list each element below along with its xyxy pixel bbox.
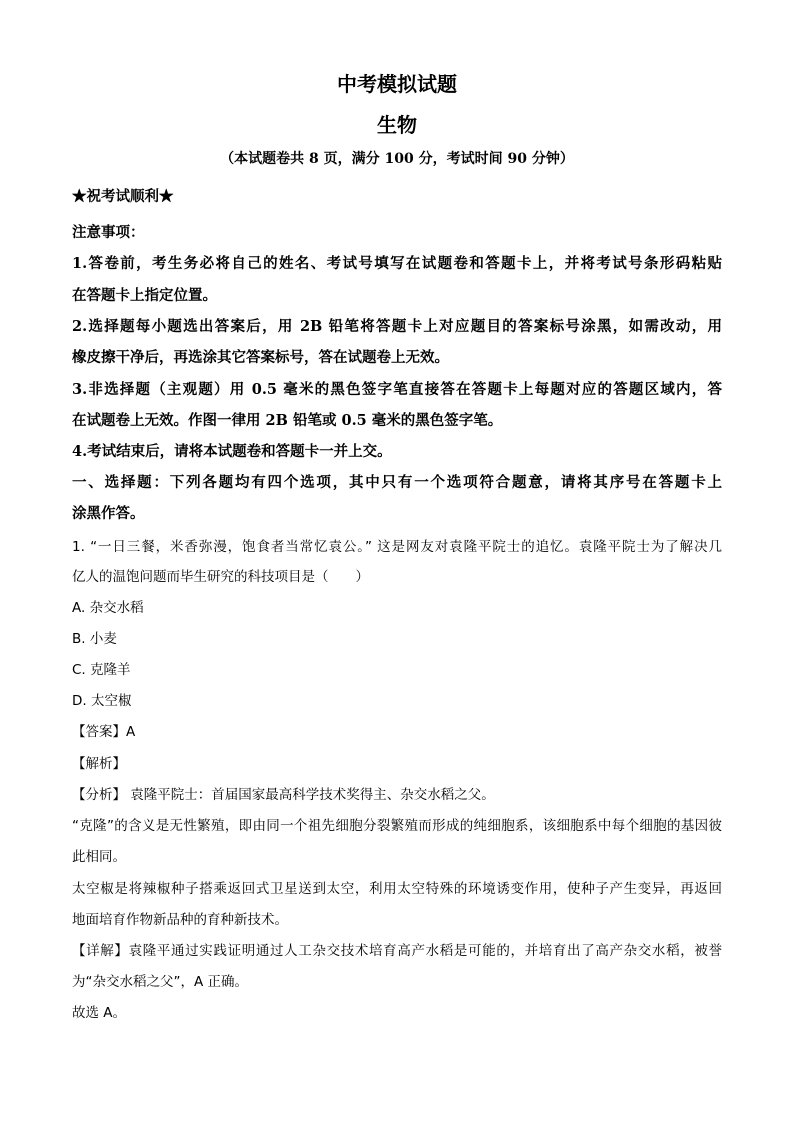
notice-line: 橡皮擦干净后，再选涂其它答案标号，答在试题卷上无效。: [72, 349, 449, 366]
section-heading: 涂黑作答。: [72, 505, 145, 522]
exam-info: （本试题卷共 8 页，满分 100 分，考试时间 90 分钟）: [220, 151, 574, 167]
notice-line: 2.选择题每小题选出答案后，用 2B 铅笔将答题卡上对应题目的答案标号涂黑，如需改动，用: [72, 318, 722, 335]
exam-title: 中考模拟试题: [337, 72, 457, 96]
analysis-line: 地面培育作物新品种的育种新技术。: [72, 912, 288, 928]
option-b: B. 小麦: [72, 631, 117, 647]
question-stem: 1. “一日三餐，米香弥漫，饱食者当常忆袁公。” 这是网友对袁隆平院士的追忆。袁隆平院士为了解决几: [72, 539, 722, 555]
answer-label: 【答案】A: [72, 724, 136, 740]
notice-line: 在试题卷上无效。作图一律用 2B 铅笔或 0.5 毫米的黑色签字笔。: [72, 412, 503, 429]
section-heading: 一、选择题：下列各题均有四个选项，其中只有一个选项符合题意，请将其序号在答题卡上: [72, 474, 722, 491]
analysis-line: “克隆”的含义是无性繁殖，即由同一个祖先细胞分裂繁殖而形成的纯细胞系，该细胞系中每个细胞的基因彼: [72, 818, 722, 834]
detail-line: 【详解】袁隆平通过实践证明通过人工杂交技术培育高产水稻是可能的，并培育出了高产杂交水稻，被誉: [72, 943, 722, 959]
notice-line: 4.考试结束后，请将本试题卷和答题卡一并上交。: [72, 443, 392, 460]
notice-heading: 注意事项：: [72, 224, 145, 241]
analysis-label: 【解析】: [72, 756, 126, 772]
notice-line: 3.非选择题（主观题）用 0.5 毫米的黑色签字笔直接答在答题卡上每题对应的答题区域内，答: [72, 381, 722, 398]
option-c: C. 克隆羊: [72, 662, 131, 678]
notice-line: 1.答卷前，考生务必将自己的姓名、考试号填写在试题卷和答题卡上，并将考试号条形码粘贴: [72, 255, 722, 272]
option-a: A. 杂交水稻: [72, 600, 144, 616]
good-luck-wish: ★祝考试顺利★: [72, 188, 174, 205]
analysis-line: 太空椒是将辣椒种子搭乘返回式卫星送到太空，利用太空特殊的环境诱变作用，使种子产生变异，再返回: [72, 881, 722, 897]
analysis-line: 此相同。: [72, 849, 126, 865]
option-d: D. 太空椒: [72, 693, 132, 709]
notice-line: 在答题卡上指定位置。: [72, 287, 217, 304]
final-choice: 故选 A。: [72, 1005, 127, 1021]
question-stem: 亿人的温饱问题而毕生研究的科技项目是（ ）: [72, 569, 369, 585]
analysis-line: 【分析】 袁隆平院士：首届国家最高科学技术奖得主、杂交水稻之父。: [72, 787, 495, 803]
detail-line: 为“杂交水稻之父”，A 正确。: [72, 974, 249, 990]
subject-title: 生物: [377, 113, 417, 137]
